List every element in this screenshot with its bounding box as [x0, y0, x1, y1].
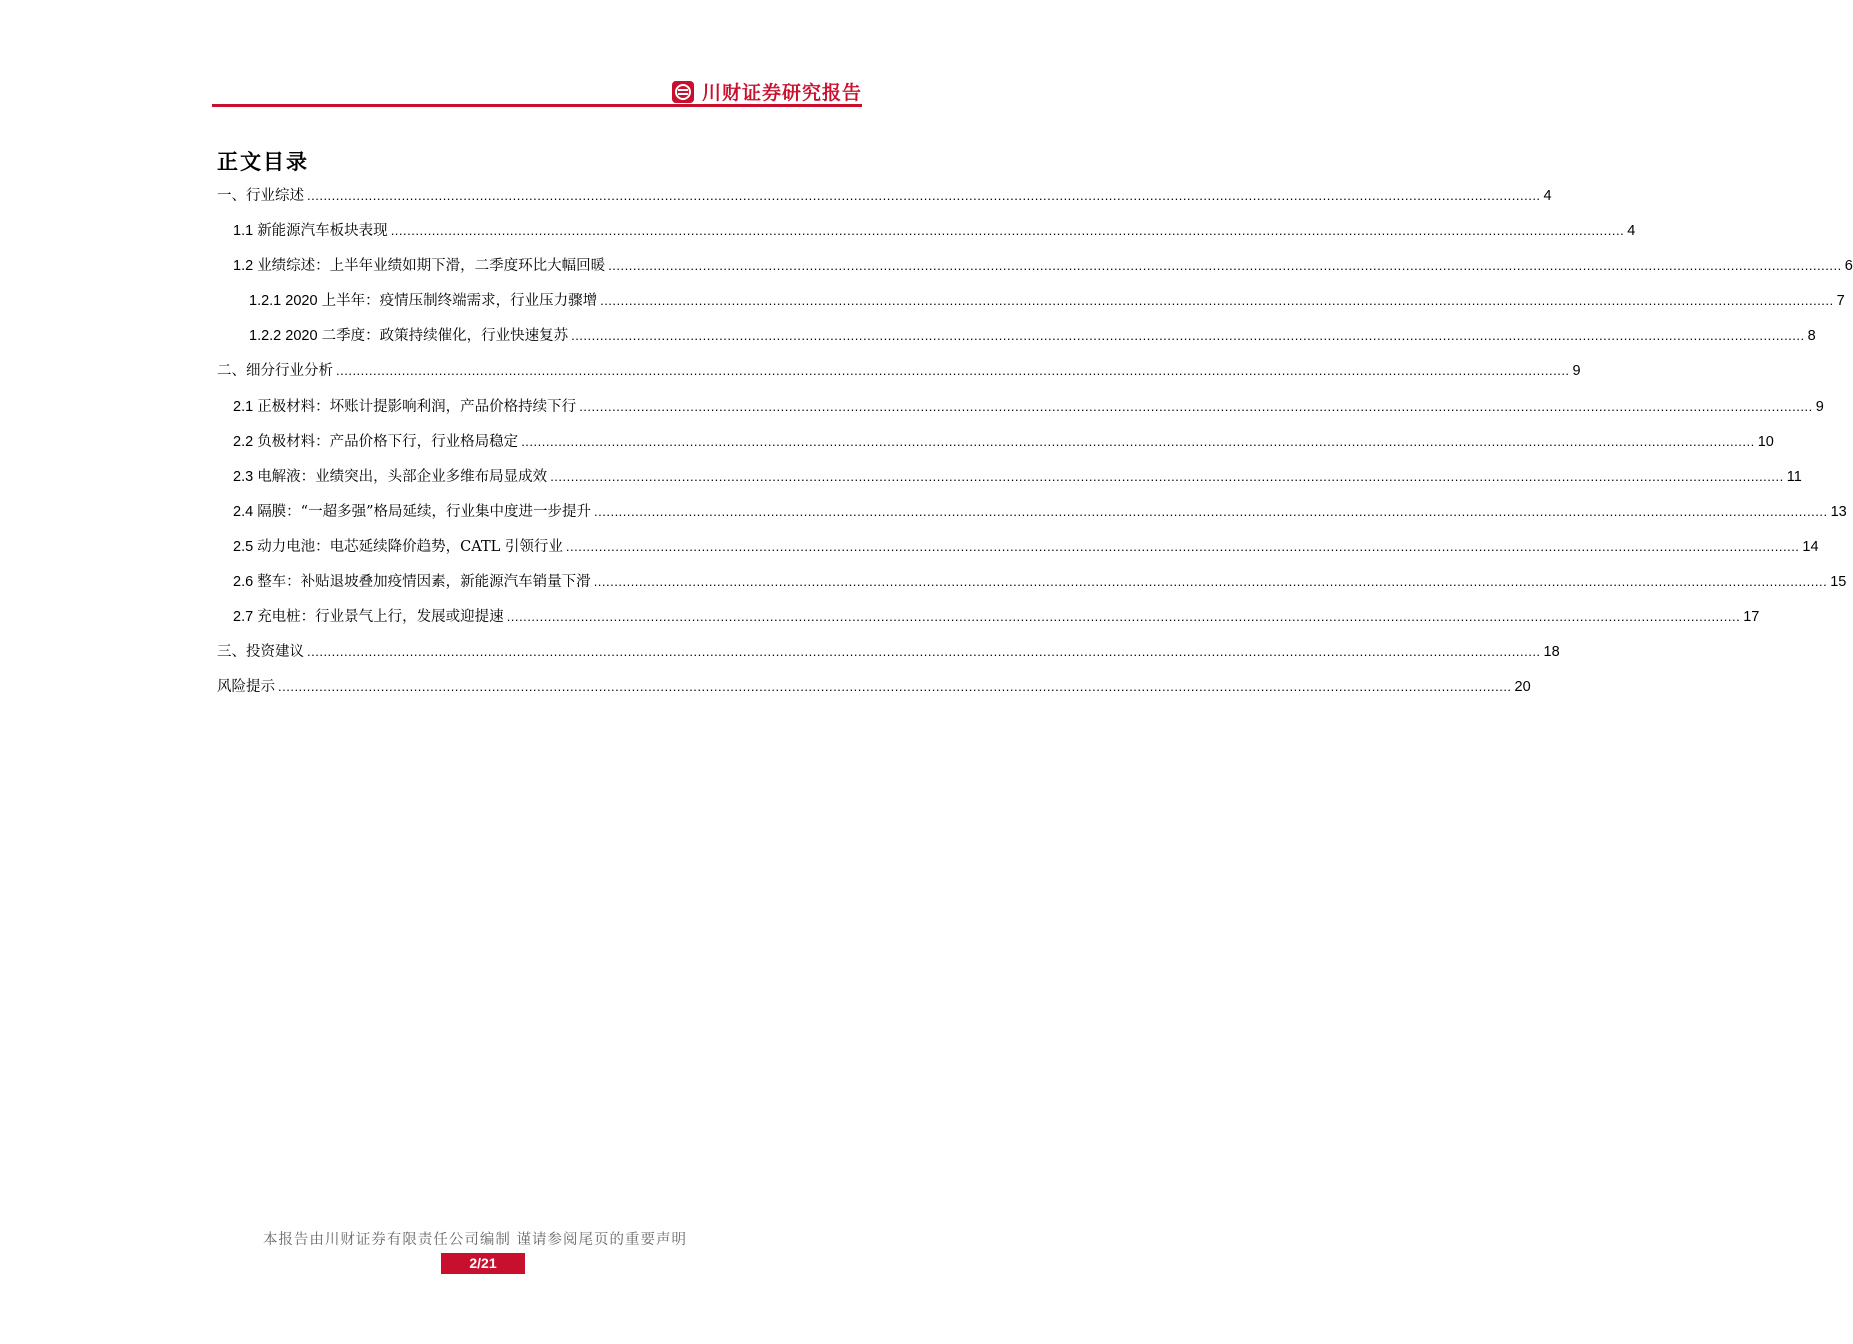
- brand-name: 川财证券研究报告: [701, 82, 862, 104]
- toc-dot-leader: ............................................................................................................................................................................................................................................................................................................: [521, 433, 1755, 449]
- toc-entry[interactable]: [217, 219, 1636, 254]
- toc-dot-leader: ............................................................................................................................................................................................................................................................................................................: [594, 503, 1828, 519]
- toc-entry[interactable]: [217, 535, 1819, 570]
- toc-dot-leader: ............................................................................................................................................................................................................................................................................................................: [278, 679, 1512, 695]
- toc-entry-label: [233, 500, 591, 521]
- page-number-badge: 2/21: [441, 1253, 525, 1274]
- toc-entry-text: 新能源汽车板块表现: [257, 223, 388, 240]
- toc-entry-text: 整车：补贴退坡叠加疫情因素，新能源汽车销量下滑: [257, 574, 591, 591]
- toc-page-number: 7: [1836, 293, 1845, 310]
- toc-dot-leader: ............................................................................................................................................................................................................................................................................................................: [307, 188, 1541, 203]
- table-of-contents: [217, 184, 1853, 710]
- toc-dot-leader: ............................................................................................................................................................................................................................................................................................................: [506, 609, 1741, 625]
- toc-title: 正文目录: [217, 149, 309, 174]
- toc-entry-number: 2.2: [233, 433, 258, 450]
- toc-page-number: 15: [1830, 574, 1847, 591]
- toc-entry-number: 1.1: [233, 223, 258, 240]
- toc-page-number: 20: [1514, 679, 1531, 696]
- toc-page-number: 4: [1627, 223, 1636, 240]
- toc-entry-text: 隔膜：“一超多强”格局延续，行业集中度进一步提升: [257, 503, 592, 520]
- toc-entry-text: 三、投资建议: [217, 644, 304, 661]
- toc-page-number: 11: [1786, 468, 1802, 485]
- toc-entry-text: 负极材料：产品价格下行，行业格局稳定: [257, 433, 519, 450]
- toc-entry[interactable]: [217, 465, 1802, 500]
- toc-page-number: 4: [1543, 188, 1552, 204]
- toc-dot-leader: ............................................................................................................................................................................................................................................................................................................: [608, 258, 1842, 274]
- toc-entry-label: [249, 289, 597, 310]
- toc-entry-text: 二、细分行业分析: [217, 363, 333, 380]
- toc-entry[interactable]: [217, 430, 1774, 465]
- toc-entry-label: [249, 324, 568, 345]
- toc-page-number: 18: [1543, 644, 1560, 661]
- footer-disclaimer: 本报告由川财证券有限责任公司编制 谨请参阅尾页的重要声明: [262, 1232, 688, 1248]
- header-divider: [212, 104, 862, 107]
- toc-dot-leader: ............................................................................................................................................................................................................................................................................................................: [390, 223, 1625, 239]
- toc-entry-text: 二季度：政策持续催化，行业快速复苏: [321, 328, 569, 345]
- toc-dot-leader: ............................................................................................................................................................................................................................................................................................................: [600, 293, 1834, 309]
- toc-page-number: 9: [1572, 363, 1581, 380]
- toc-page-number: 9: [1815, 398, 1824, 415]
- toc-entry-label: [233, 605, 504, 626]
- toc-entry[interactable]: [217, 570, 1847, 605]
- toc-page-number: 8: [1807, 328, 1816, 345]
- toc-entry-text: 动力电池：电芯延续降价趋势，CATL 引领行业: [257, 538, 563, 555]
- toc-entry-label: [217, 184, 304, 205]
- header-brand: [672, 78, 862, 105]
- toc-dot-leader: ............................................................................................................................................................................................................................................................................................................: [550, 468, 1784, 484]
- toc-entry[interactable]: [217, 254, 1853, 289]
- toc-entry-label: [233, 535, 563, 556]
- toc-entry-number: 1.2.2 2020: [249, 328, 322, 345]
- toc-entry-text: 电解液：业绩突出，头部企业多维布局显成效: [257, 468, 548, 485]
- toc-entry-number: 1.2: [233, 258, 258, 275]
- toc-entry-label: [217, 640, 304, 661]
- toc-dot-leader: ............................................................................................................................................................................................................................................................................................................: [593, 574, 1828, 590]
- toc-dot-leader: ............................................................................................................................................................................................................................................................................................................: [579, 398, 1813, 414]
- toc-entry-text: 风险提示: [217, 679, 275, 696]
- toc-entry[interactable]: [217, 359, 1581, 394]
- toc-entry-text: 业绩综述：上半年业绩如期下滑，二季度环比大幅回暖: [257, 258, 606, 275]
- toc-dot-leader: ............................................................................................................................................................................................................................................................................................................: [571, 328, 1805, 344]
- toc-entry-text: 一、行业综述: [217, 188, 304, 204]
- toc-entry[interactable]: [217, 324, 1816, 359]
- toc-entry-label: [233, 430, 518, 451]
- toc-entry-text: 充电桩：行业景气上行，发展或迎提速: [257, 609, 504, 626]
- toc-page-number: 10: [1757, 433, 1774, 450]
- toc-page-number: 14: [1802, 538, 1819, 555]
- toc-page-number: 6: [1844, 258, 1853, 275]
- toc-entry-label: [233, 570, 591, 591]
- toc-entry-label: [233, 465, 547, 486]
- toc-entry[interactable]: [217, 289, 1845, 324]
- toc-dot-leader: ............................................................................................................................................................................................................................................................................................................: [307, 644, 1541, 660]
- toc-entry-number: 2.7: [233, 609, 258, 626]
- toc-entry-text: 上半年：疫情压制终端需求，行业压力骤增: [321, 293, 598, 310]
- toc-entry-label: [233, 395, 576, 416]
- toc-entry-number: 2.1: [233, 398, 258, 415]
- toc-entry-text: 正极材料：坏账计提影响利润，产品价格持续下行: [257, 398, 577, 415]
- toc-entry-label: [217, 359, 333, 380]
- toc-entry[interactable]: [217, 605, 1760, 640]
- toc-entry[interactable]: [217, 184, 1552, 219]
- toc-dot-leader: ............................................................................................................................................................................................................................................................................................................: [336, 363, 1570, 379]
- chuancai-logo-icon: [672, 81, 694, 103]
- toc-entry[interactable]: [217, 675, 1531, 710]
- toc-entry-number: 2.4: [233, 503, 258, 520]
- toc-entry-label: [233, 219, 388, 240]
- toc-entry-number: 2.5: [233, 538, 258, 555]
- toc-entry[interactable]: [217, 395, 1824, 430]
- toc-entry-number: 1.2.1 2020: [249, 293, 322, 310]
- toc-entry-number: 2.3: [233, 468, 258, 485]
- toc-entry-number: 2.6: [233, 574, 258, 591]
- toc-dot-leader: ............................................................................................................................................................................................................................................................................................................: [565, 538, 1800, 554]
- toc-page-number: 13: [1830, 503, 1847, 520]
- toc-entry[interactable]: [217, 640, 1560, 675]
- toc-entry-label: [233, 254, 605, 275]
- toc-entry-label: [217, 675, 275, 696]
- toc-page-number: 17: [1743, 609, 1760, 626]
- toc-entry[interactable]: [217, 500, 1847, 535]
